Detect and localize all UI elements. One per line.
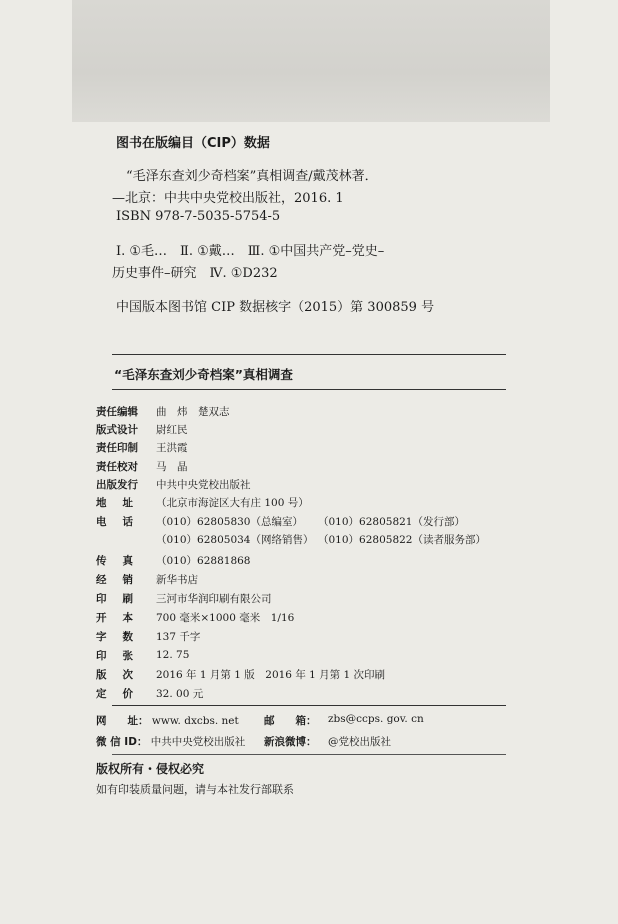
divider-top (112, 354, 506, 355)
cip-line-2: —北京：中共中央党校出版社，2016. 1 (112, 191, 344, 206)
credit-row (96, 403, 230, 419)
credit-row (96, 513, 465, 529)
mail-value: zbs@ccps. gov. cn (328, 713, 424, 725)
credit-label: 经销 (96, 573, 149, 586)
credit-value: 32. 00 元 (156, 687, 204, 700)
weibo-value: @党校出版社 (328, 736, 391, 748)
credit-value: 曲 炜 楚双志 (156, 405, 230, 418)
cip-line-5: 历史事件–研究 Ⅳ. ①D232 (112, 266, 278, 281)
credit-label: 版次 (96, 668, 149, 681)
credit-label: 电话 (96, 515, 149, 528)
credit-row (96, 494, 309, 510)
credit-label: 字数 (96, 630, 149, 643)
credit-row (96, 421, 188, 437)
web-label: 网 址： (96, 715, 149, 727)
credit-row (96, 476, 251, 492)
cip-line-3: ISBN 978-7-5035-5754-5 (116, 209, 281, 224)
web-value: www. dxcbs. net (151, 715, 239, 727)
web-row (96, 713, 424, 728)
credit-value: （010）62805830（总编室） (156, 515, 303, 528)
credit-value: 尉红民 (156, 423, 188, 436)
credit-row (96, 647, 189, 663)
credit-row (96, 609, 294, 625)
credit-value: 700 毫米×1000 毫米 1/16 (156, 611, 295, 624)
wechat-label: 微 信 ID： (96, 736, 148, 748)
credit-row (96, 531, 486, 547)
credit-label: 责任编辑 (96, 405, 138, 418)
credit-label: 定价 (96, 687, 149, 700)
rights-heading: 版权所有・侵权必究 (96, 762, 205, 776)
credit-row (96, 628, 200, 644)
credit-value: 中共中央党校出版社 (156, 478, 251, 491)
credit-value: （北京市海淀区大有庄 100 号） (156, 496, 309, 509)
credit-label: 印张 (96, 649, 149, 662)
cip-line-4: Ⅰ. ①毛… Ⅱ. ①戴… Ⅲ. ①中国共产党–党史– (116, 244, 385, 259)
credit-row (96, 571, 198, 587)
credit-row (96, 439, 188, 455)
credit-label: 出版发行 (96, 478, 138, 491)
credit-value: 12. 75 (156, 649, 190, 661)
cover-photo-block (72, 0, 550, 122)
credit-value-secondary: （010）62805821（发行部） (318, 515, 465, 528)
credit-label: 开本 (96, 611, 149, 624)
credit-value: 137 千字 (156, 630, 201, 643)
credit-row (96, 590, 272, 606)
credit-value: 王洪霞 (156, 441, 188, 454)
credit-row (96, 685, 203, 701)
credit-label: 印刷 (96, 592, 149, 605)
cip-line-6: 中国版本图书馆 CIP 数据核字（2015）第 300859 号 (116, 300, 435, 315)
cip-line-1: “毛泽东查刘少奇档案”真相调查/戴茂林著． (126, 169, 378, 184)
divider-credits (112, 705, 506, 706)
credit-label: 地址 (96, 496, 149, 509)
credit-value-secondary: （010）62805822（读者服务部） (318, 533, 486, 546)
credit-value: （010）62805034（网络销售） (156, 533, 314, 546)
divider-title (112, 389, 506, 390)
credit-value: 马 晶 (156, 460, 188, 473)
credit-value: 新华书店 (156, 573, 198, 586)
credit-row (96, 458, 188, 474)
credit-label: 责任印制 (96, 441, 138, 454)
credit-row (96, 666, 385, 682)
credit-label: 传真 (96, 554, 149, 567)
credit-value: 2016 年 1 月第 1 版 2016 年 1 月第 1 次印刷 (156, 668, 386, 681)
wechat-value: 中共中央党校出版社 (150, 736, 246, 748)
credit-row (96, 552, 251, 568)
cip-heading: 图书在版编目（CIP）数据 (116, 136, 270, 151)
book-title: “毛泽东查刘少奇档案”真相调查 (114, 367, 293, 382)
credit-value: （010）62881868 (156, 554, 251, 567)
rights-note: 如有印装质量问题，请与本社发行部联系 (96, 783, 294, 796)
divider-contact (112, 754, 506, 755)
wechat-row (96, 734, 391, 749)
credit-value: 三河市华润印刷有限公司 (156, 592, 272, 605)
mail-label: 邮 箱： (264, 715, 317, 727)
weibo-label: 新浪微博： (264, 736, 317, 748)
credit-label: 版式设计 (96, 423, 138, 436)
credit-label: 责任校对 (96, 460, 138, 473)
